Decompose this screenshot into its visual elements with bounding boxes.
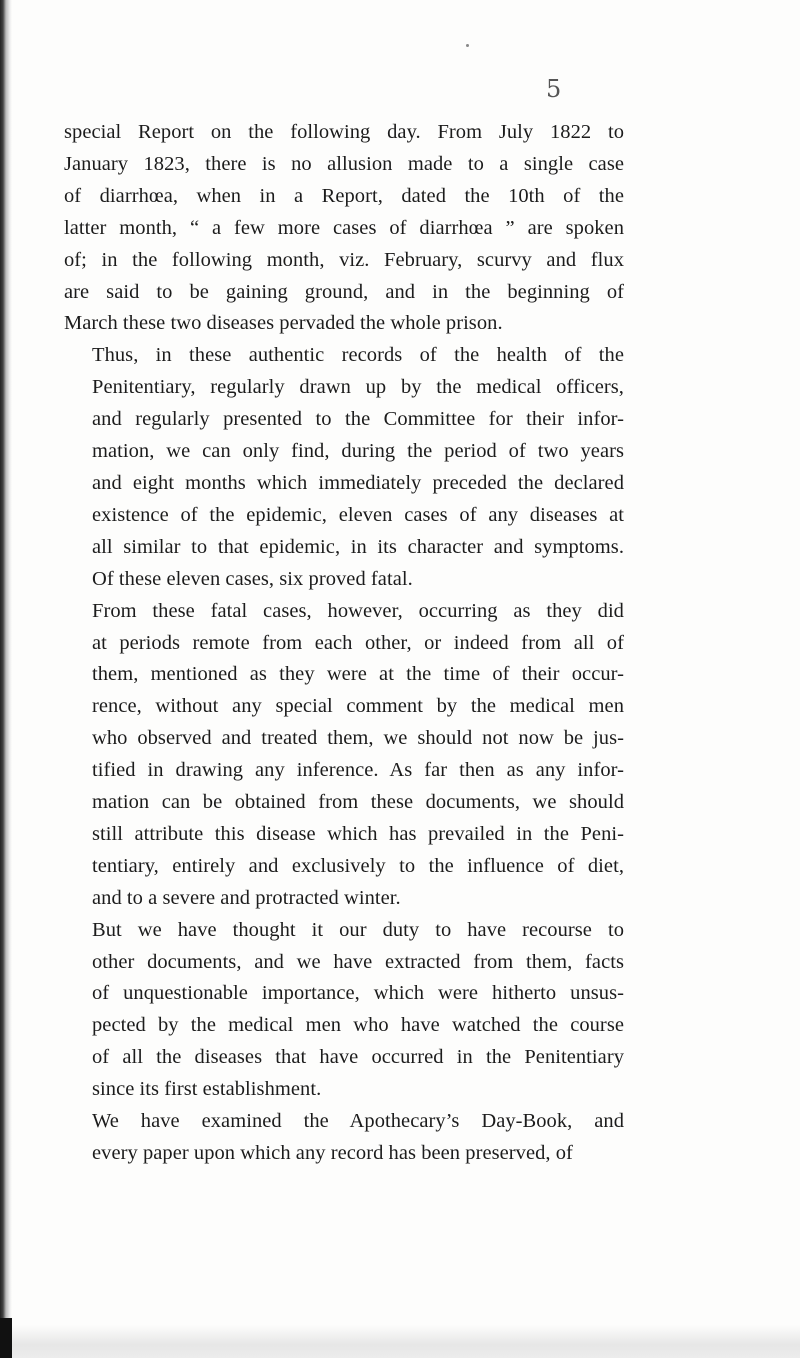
text-line: all similar to that epidemic, in its character and symptoms. — [92, 535, 624, 558]
text-line: at periods remote from each other, or indeed from all of — [92, 631, 624, 654]
text-line: still attribute this disease which has prevailed in the Peni- — [92, 822, 624, 845]
text-line: tified in drawing any inference. As far then as any infor- — [92, 759, 624, 782]
text-line: January 1823, there is no allusion made to a single case — [64, 152, 624, 175]
text-line: of unquestionable importance, which were hitherto unsus- — [92, 982, 624, 1005]
body-text — [64, 117, 624, 1170]
text-line: tentiary, entirely and exclusively to the influence of diet, — [92, 854, 624, 877]
text-line: Thus, in these authentic records of the health of the — [92, 344, 624, 367]
paragraph-2 — [64, 340, 624, 595]
text-line: Penitentiary, regularly drawn up by the medical officers, — [92, 376, 624, 399]
text-line: rence, without any special comment by the medical men — [92, 695, 624, 718]
text-line: March these two diseases pervaded the whole prison. — [64, 312, 503, 335]
text-line: them, mentioned as they were at the time of their occur- — [92, 663, 624, 686]
text-line: and eight months which immediately preceded the declared — [92, 471, 624, 494]
text-line: since its first establishment. — [92, 1078, 322, 1101]
page-bottom-shadow — [12, 1325, 800, 1358]
paper-speck — [466, 44, 469, 47]
text-line: and regularly presented to the Committee for their infor- — [92, 408, 624, 431]
page-number: 5 — [546, 75, 562, 103]
paragraph-4 — [64, 915, 624, 1106]
text-line: of all the diseases that have occurred in the Penitentiary — [92, 1046, 624, 1069]
paragraph-1 — [64, 117, 624, 340]
text-line: who observed and treated them, we should not now be jus- — [92, 727, 624, 750]
text-line: mation, we can only find, during the period of two years — [92, 440, 624, 463]
text-line: pected by the medical men who have watched the course — [92, 1014, 624, 1037]
text-line: Of these eleven cases, six proved fatal. — [92, 567, 413, 590]
text-line: every paper upon which any record has been preserved, of — [92, 1142, 573, 1164]
text-line: of diarrhœa, when in a Report, dated the 10th of the — [64, 184, 624, 207]
text-line: of; in the following month, viz. February, scurvy and flux — [64, 248, 624, 271]
text-line: and to a severe and protracted winter. — [92, 886, 401, 909]
text-line: latter month, “ a few more cases of diarrhœa ” are spoken — [64, 216, 624, 239]
paragraph-3 — [64, 596, 624, 915]
text-line: We have examined the Apothecary’s Day-Book, and — [92, 1110, 624, 1133]
paragraph-5 — [64, 1106, 624, 1170]
text-line: are said to be gaining ground, and in the beginning of — [64, 280, 624, 303]
text-line: special Report on the following day. From July 1822 to — [64, 121, 624, 143]
text-line: From these fatal cases, however, occurring as they did — [92, 599, 624, 622]
text-line: mation can be obtained from these documents, we should — [92, 791, 624, 814]
binding-edge-shadow — [0, 1318, 12, 1358]
binding-edge — [0, 0, 12, 1358]
text-line: existence of the epidemic, eleven cases of any diseases at — [92, 503, 624, 526]
text-line: But we have thought it our duty to have recourse to — [92, 918, 624, 941]
text-line: other documents, and we have extracted from them, facts — [92, 950, 624, 973]
